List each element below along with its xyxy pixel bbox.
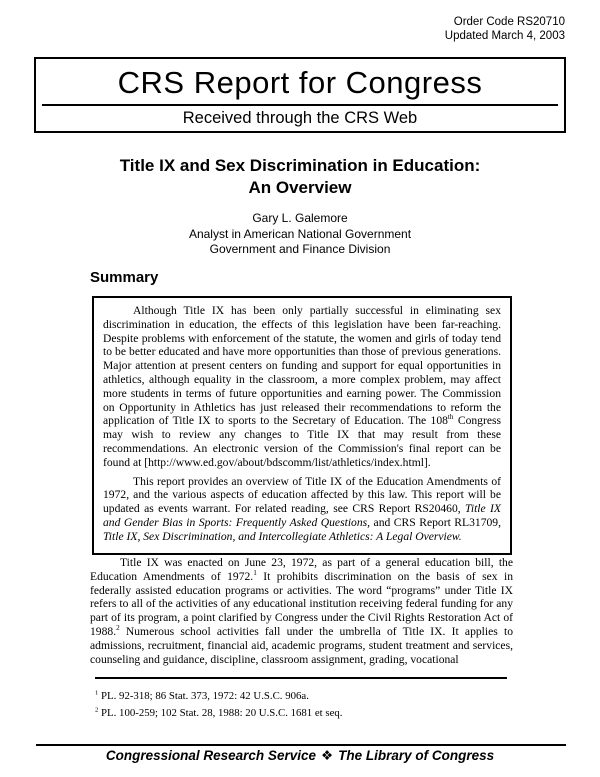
footnote-separator-rule	[95, 677, 507, 679]
summary-heading: Summary	[90, 269, 159, 286]
footnote-2: $^2$ PL. 100-259; 102 Stat. 28, 1988: 20 U.S.C. 1681 et seq.	[95, 706, 343, 719]
crs-banner-box	[34, 57, 566, 133]
footer-imprint	[0, 748, 600, 764]
footnote-1: $^1$ PL. 92-318; 86 Stat. 373, 1972: 42 U.S.C. 906a.	[95, 689, 309, 702]
banner-title: CRS Report for Congress	[42, 59, 558, 106]
author-name: Gary L. Galemore	[252, 211, 348, 225]
report-title	[0, 155, 600, 199]
banner-subtitle: Received through the CRS Web	[182, 109, 418, 127]
summary-box	[92, 296, 512, 555]
body-paragraph: Title IX was enacted on June 23, 1972, as part of a general education bill, the Education Amendments of 1972.$^1$ It prohibits discrimination on the basis of sex in federally assisted education programs or activities. The word “programs” under Title IX refers to all of the activities of any educational institution receiving federal funding for any part of its program, a point clarified by Congress under the Civil Rights Restoration Act of 1988.$^2$ Numerous school activities fall under the umbrella of Title IX. It applies to admissions, recruitment, financial aid, academic programs, student treatment and services, counseling and guidance, discipline, classroom assignment, grading, vocational	[90, 556, 513, 666]
report-title-line1: Title IX and Sex Discrimination in Education:	[119, 156, 481, 175]
author-division: Government and Finance Division	[209, 242, 391, 256]
body-text	[90, 556, 513, 666]
updated-date: Updated March 4, 2003	[444, 30, 565, 42]
author-role: Analyst in American National Government	[188, 226, 412, 241]
diamond-separator-icon: ❖	[320, 748, 334, 763]
footer-rule	[36, 744, 566, 746]
order-code: Order Code RS20710	[453, 16, 565, 28]
summary-paragraph: This report provides an overview of Title IX of the Education Amendments of 1972, and the various aspects of education affected by this law. This report will be updated as events warrant. For related reading, see CRS Report RS20460, Title IX and Gender Bias in Sports: Frequently Asked Questions, and CRS Report RL31709, Title IX, Sex Discrimination, and Intercollegiate Athletics: A Legal Overview.	[103, 474, 501, 543]
footer-service-name: Congressional Research Service	[105, 748, 316, 763]
footnotes-block	[95, 689, 515, 723]
footer-library-name: The Library of Congress	[338, 748, 495, 763]
order-code-block	[445, 15, 565, 43]
report-title-line2: An Overview	[248, 178, 352, 197]
summary-paragraph: Although Title IX has been only partially successful in eliminating sex discrimination in education, the effects of this legislation have been far-reaching. Despite problems with enforcement of the statute, the women and girls of today tend to be better educated and have more opportunities than those of previous generations. Major attention at present centers on funding and support for equal opportunities in athletics, although equality in the classroom, a more complex problem, may affect more students in terms of future opportunities and earning power. The Commission on Opportunity in Athletics has just released their recommendations to reform the application of Title IX to sports to the Secretary of Education. The 108th Congress may wish to review any changes to Title IX that may result from these recommendations. An electronic version of the Commission's final report can be found at [http://www.ed.gov/about/bdscomm/list/athletics/index.html].	[103, 304, 501, 469]
author-block	[0, 211, 600, 258]
